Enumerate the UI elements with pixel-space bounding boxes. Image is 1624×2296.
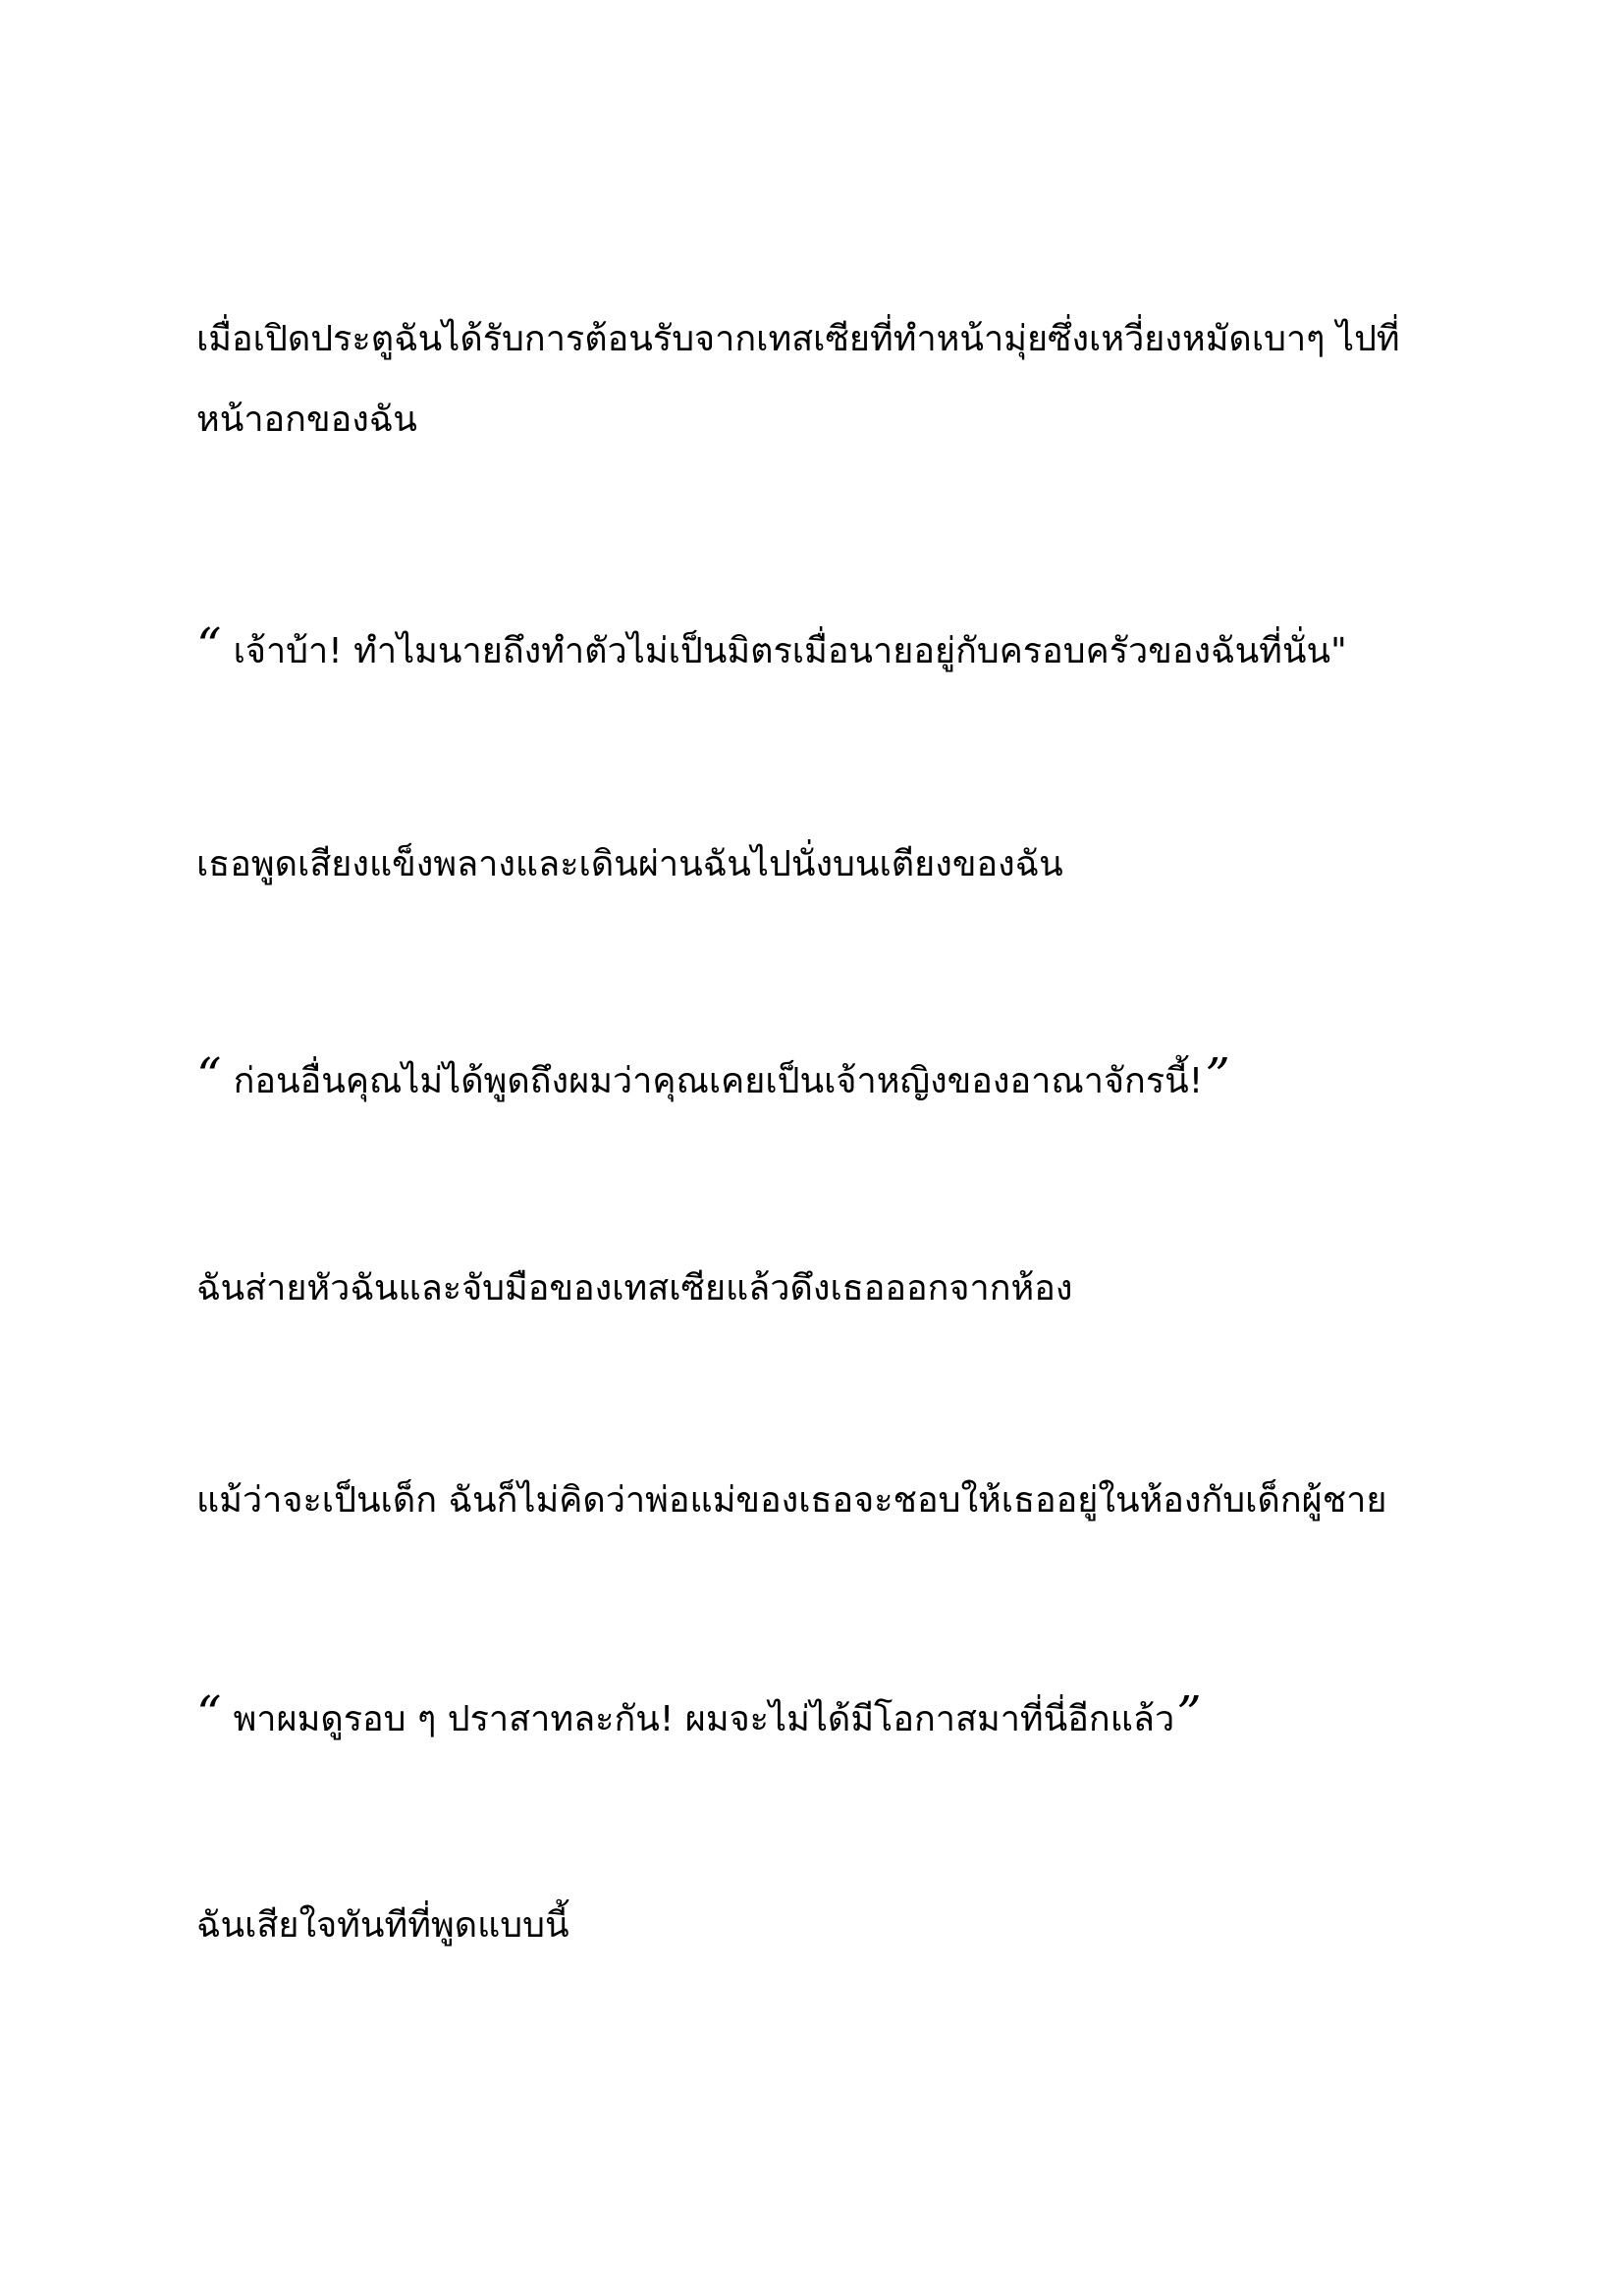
paragraph-3-text: เธอพูดเสียงแข็งพลางและเดินผ่านฉันไปนั่งบนเตียงของฉัน	[196, 844, 1063, 884]
paragraph-2-text: เจ้าบ้า! ทำไมนายถึงทำตัวไม่เป็นมิตรเมื่อนายอยู่กับครอบครัวของฉันที่นั่น"	[233, 631, 1347, 671]
paragraph-3	[196, 825, 1434, 905]
paragraph-4-text: ก่อนอื่นคุณไม่ได้พูดถึงผมว่าคุณเคยเป็นเจ้าหญิงของอาณาจักรนี้!	[233, 1061, 1204, 1101]
open-quote-mark: “	[196, 1685, 222, 1742]
paragraph-5	[196, 1249, 1434, 1329]
paragraph-6-text: แม้ว่าจะเป็นเด็ก ฉันก็ไม่คิดว่าพ่อแม่ของเธอจะชอบให้เธออยู่ในห้องกับเด็กผู้ชาย	[196, 1480, 1387, 1521]
open-quote-mark: “	[196, 1047, 222, 1104]
paragraph-6	[196, 1461, 1434, 1541]
paragraph-1-text: เมื่อเปิดประตูฉันได้รับการต้อนรับจากเทสเซียที่ทำหน้ามุ่ยซึ่งเหวี่ยงหมัดเบาๆ ไปที่หน้าอกของฉัน	[196, 319, 1400, 440]
paragraph-1	[196, 299, 1434, 460]
paragraph-7-text: พาผมดูรอบ ๆ ปราสาทละกัน! ผมจะไม่ได้มีโอกาสมาที่นี่อีกแล้ว	[233, 1699, 1175, 1739]
paragraph-7	[196, 1674, 1434, 1760]
close-quote-mark: ”	[1205, 1047, 1230, 1104]
open-quote-mark: “	[196, 617, 222, 674]
paragraph-2	[196, 606, 1434, 692]
paragraph-5-text: ฉันส่ายหัวฉันและจับมือของเทสเซียแล้วดึงเธอออกจากห้อง	[196, 1268, 1073, 1308]
paragraph-4	[196, 1036, 1434, 1122]
paragraph-8	[196, 1886, 1434, 1966]
close-quote-mark: ”	[1176, 1685, 1202, 1742]
paragraph-8-text: ฉันเสียใจทันทีที่พูดแบบนี้	[196, 1905, 569, 1946]
